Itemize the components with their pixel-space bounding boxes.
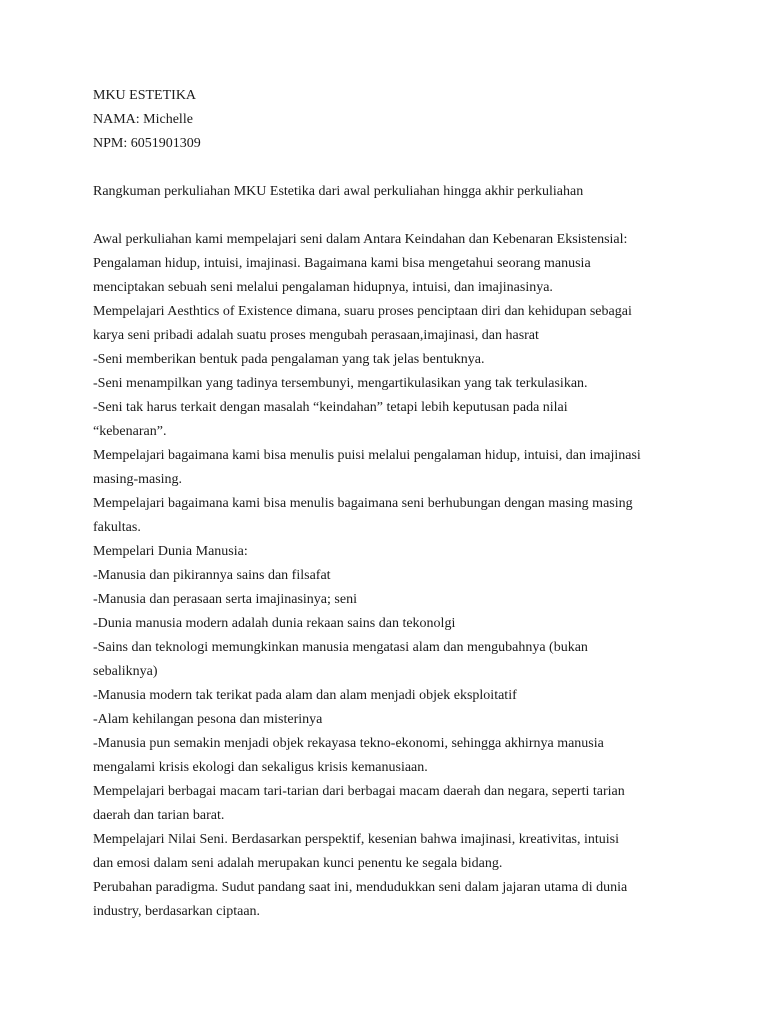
body-line: Mempelari Dunia Manusia: (93, 544, 248, 559)
body-line: -Manusia dan pikirannya sains dan filsafat (93, 568, 331, 583)
body-line: Awal perkuliahan kami mempelajari seni dalam Antara Keindahan dan Kebenaran Eksistensial: (93, 232, 628, 247)
course-title: MKU ESTETIKA (93, 88, 197, 103)
body-line: -Manusia dan perasaan serta imajinasinya; seni (93, 592, 357, 607)
body-line: Pengalaman hidup, intuisi, imajinasi. Bagaimana kami bisa mengetahui seorang manusia (93, 256, 591, 271)
body-line: -Seni tak harus terkait dengan masalah “keindahan” tetapi lebih keputusan pada nilai (93, 400, 568, 415)
body-line: -Seni menampilkan yang tadinya tersembunyi, mengartikulasikan yang tak terkulasikan. (93, 376, 588, 391)
body-line: Perubahan paradigma. Sudut pandang saat ini, mendudukkan seni dalam jajaran utama di dunia (93, 880, 628, 895)
body-line: -Seni memberikan bentuk pada pengalaman yang tak jelas bentuknya. (93, 352, 485, 367)
body-line: industry, berdasarkan ciptaan. (93, 904, 261, 919)
body-line: Mempelajari bagaimana kami bisa menulis puisi melalui pengalaman hidup, intuisi, dan imajinasi (93, 448, 641, 463)
body-line: Mempelajari bagaimana kami bisa menulis bagaimana seni berhubungan dengan masing masing (93, 496, 633, 511)
body-line: mengalami krisis ekologi dan sekaligus krisis kemanusiaan. (93, 760, 428, 775)
body-line: Mempelajari Nilai Seni. Berdasarkan perspektif, kesenian bahwa imajinasi, kreativitas, intuisi (93, 832, 620, 847)
body-line: karya seni pribadi adalah suatu proses mengubah perasaan,imajinasi, dan hasrat (93, 328, 539, 343)
body-line: menciptakan sebuah seni melalui pengalaman hidupnya, intuisi, dan imajinasinya. (93, 280, 553, 295)
body-line: -Alam kehilangan pesona dan misterinya (93, 712, 323, 727)
body-line: -Sains dan teknologi memungkinkan manusia mengatasi alam dan mengubahnya (bukan (93, 640, 588, 655)
student-name: NAMA: Michelle (93, 112, 193, 127)
body-line: -Manusia modern tak terikat pada alam dan alam menjadi objek eksploitatif (93, 688, 517, 703)
summary-title: Rangkuman perkuliahan MKU Estetika dari awal perkuliahan hingga akhir perkuliahan (93, 184, 584, 199)
body-line: dan emosi dalam seni adalah merupakan kunci penentu ke segala bidang. (93, 856, 503, 871)
body-line: masing-masing. (93, 472, 183, 487)
body-line: daerah dan tarian barat. (93, 808, 225, 823)
body-line: Mempelajari berbagai macam tari-tarian dari berbagai macam daerah dan negara, seperti tarian (93, 784, 625, 799)
body-line: Mempelajari Aesthtics of Existence dimana, suaru proses penciptaan diri dan kehidupan sebagai (93, 304, 632, 319)
student-npm: NPM: 6051901309 (93, 136, 201, 151)
body-line: -Manusia pun semakin menjadi objek rekayasa tekno-ekonomi, sehingga akhirnya manusia (93, 736, 604, 751)
body-line: fakultas. (93, 520, 141, 535)
body-line: “kebenaran”. (93, 424, 167, 439)
body-line: -Dunia manusia modern adalah dunia rekaan sains dan tekonolgi (93, 616, 456, 631)
document-body (93, 228, 693, 924)
document-header (93, 84, 693, 156)
summary-heading-block (93, 180, 693, 204)
body-line: sebaliknya) (93, 664, 158, 679)
